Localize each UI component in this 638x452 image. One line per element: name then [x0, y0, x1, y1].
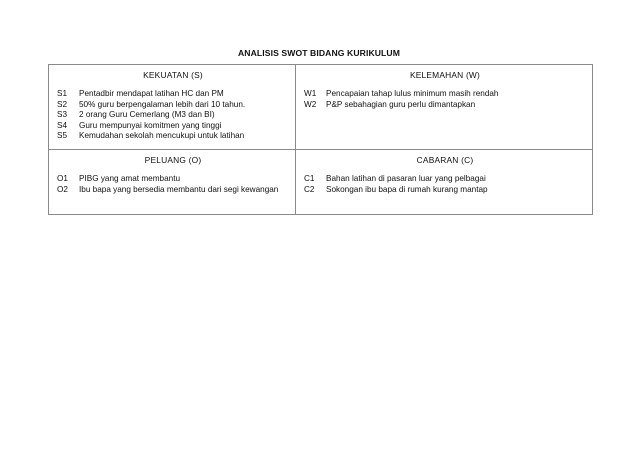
- weakness-item: [304, 100, 586, 111]
- strength-item: [57, 110, 289, 121]
- item-text: 50% guru berpengalaman lebih dari 10 tahun.: [79, 99, 246, 109]
- strength-item: [57, 121, 289, 132]
- item-text: Kemudahan sekolah mencukupi untuk latihan: [79, 131, 245, 141]
- item-code: O2: [57, 184, 68, 194]
- strengths-heading: KEKUATAN (S): [143, 70, 203, 80]
- item-code: C1: [304, 174, 315, 183]
- weakness-item: [304, 89, 586, 100]
- threat-item: [304, 174, 586, 185]
- item-text: Guru mempunyai komitmen yang tinggi: [79, 120, 222, 130]
- strengths-cell: [49, 65, 296, 150]
- opportunities-list: [57, 174, 289, 195]
- item-code: S4: [57, 120, 68, 130]
- weaknesses-cell: [296, 65, 593, 150]
- item-text: PIBG yang amat membantu: [79, 174, 181, 183]
- item-text: Bahan latihan di pasaran luar yang pelbagai: [326, 174, 486, 183]
- item-text: Pentadbir mendapat latihan HC dan PM: [79, 89, 224, 98]
- opportunities-cell: [49, 150, 296, 215]
- threats-cell: [296, 150, 593, 215]
- threat-item: [304, 185, 586, 196]
- threats-heading: CABARAN (C): [416, 155, 474, 165]
- item-code: O1: [57, 174, 68, 183]
- swot-row-external: [49, 150, 593, 215]
- item-code: S3: [57, 110, 68, 120]
- item-text: Pencapaian tahap lulus minimum masih rendah: [326, 89, 499, 98]
- document-title: ANALISIS SWOT BIDANG KURIKULUM: [238, 48, 400, 58]
- item-text: P&P sebahagian guru perlu dimantapkan: [326, 99, 476, 109]
- item-text: 2 orang Guru Cemerlang (M3 dan BI): [79, 110, 215, 120]
- weaknesses-heading: KELEMAHAN (W): [409, 70, 481, 80]
- item-code: S5: [57, 131, 68, 141]
- swot-row-internal: [49, 65, 593, 150]
- item-code: C2: [304, 184, 315, 194]
- weaknesses-list: [304, 89, 586, 110]
- item-code: W2: [304, 99, 317, 109]
- opportunity-item: [57, 185, 289, 196]
- threats-list: [304, 174, 586, 195]
- item-text: Ibu bapa yang bersedia membantu dari segi kewangan: [79, 184, 279, 194]
- item-code: S1: [57, 89, 68, 98]
- opportunities-heading: PELUANG (O): [144, 155, 202, 165]
- strength-item: [57, 100, 289, 111]
- opportunity-item: [57, 174, 289, 185]
- strength-item: [57, 131, 289, 142]
- strengths-list: [57, 89, 289, 142]
- strength-item: [57, 89, 289, 100]
- item-code: W1: [304, 89, 317, 98]
- item-code: S2: [57, 99, 68, 109]
- swot-table: [48, 64, 593, 215]
- item-text: Sokongan ibu bapa di rumah kurang mantap: [326, 184, 488, 194]
